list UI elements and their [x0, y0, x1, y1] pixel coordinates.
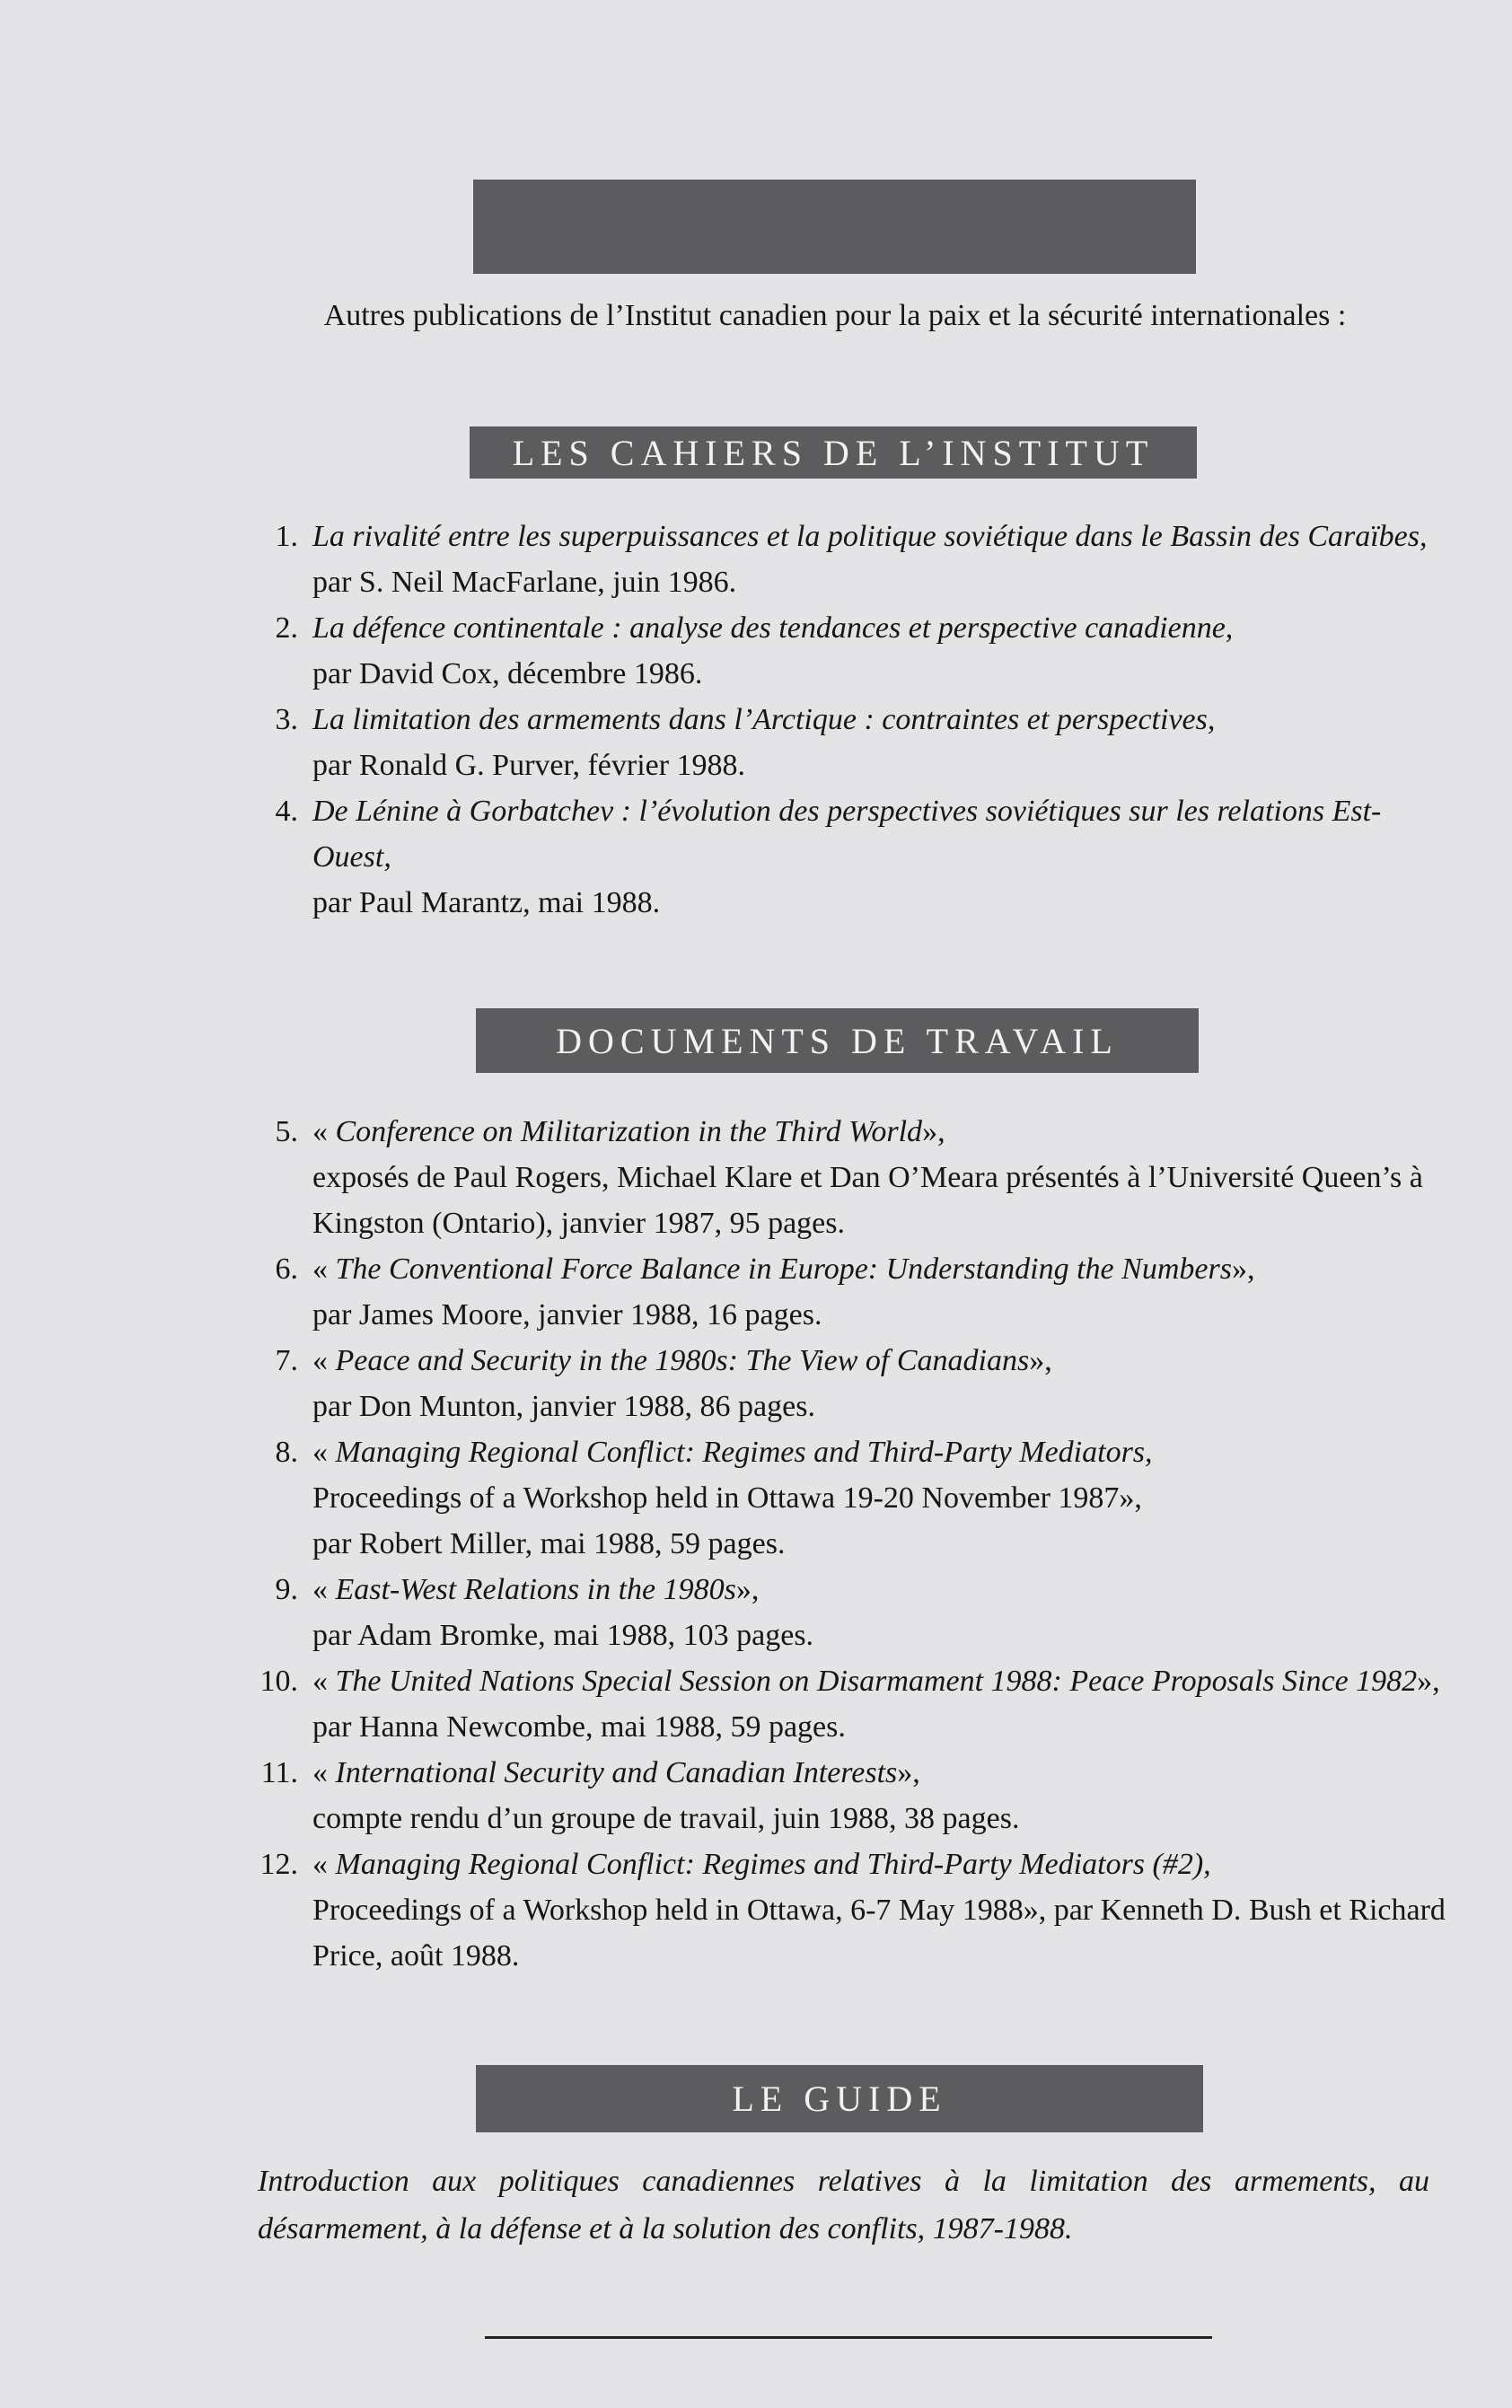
close-quote: », [922, 1115, 945, 1148]
item-number: 2. [275, 611, 298, 645]
item-number: 4. [275, 795, 298, 828]
item-title-line [312, 703, 1215, 736]
open-quote: « [312, 1252, 336, 1286]
item-title: Managing Regional Conflict: Regimes and Third-Party Mediators, [335, 1436, 1153, 1469]
list-item [251, 1750, 1446, 1841]
open-quote: « [312, 1344, 336, 1377]
item-title: La rivalité entre les superpuissances et la politique soviétique dans le Bassin des Caraïbes, [312, 520, 1428, 553]
cahiers-list [251, 514, 1437, 926]
close-quote: », [735, 1573, 760, 1606]
item-title: Peace and Security in the 1980s: The View of Canadians [335, 1344, 1030, 1377]
item-number: 6. [275, 1252, 298, 1286]
item-title: International Security and Canadian Interests [335, 1756, 898, 1789]
section-heading-documents: DOCUMENTS DE TRAVAIL [476, 1008, 1199, 1073]
item-title: De Lénine à Gorbatchev : l’évolution des perspectives soviétiques sur les relations Est-Ouest, [312, 795, 1382, 874]
item-number: 8. [275, 1436, 298, 1469]
item-details: par David Cox, décembre 1986. [312, 657, 703, 690]
item-title: Managing Regional Conflict: Regimes and Third-Party Mediators (#2), [335, 1848, 1211, 1881]
item-title-line [312, 1573, 759, 1606]
open-quote: « [312, 1436, 336, 1469]
item-details: par Hanna Newcombe, mai 1988, 59 pages. [312, 1710, 846, 1744]
guide-text: Introduction aux politiques canadiennes relatives à la limitation des armements, au désarmement, à la défense et à la solution des conflits, 1987-1988. [258, 2165, 1429, 2245]
item-title: La défence continentale : analyse des tendances et perspective canadienne, [312, 611, 1234, 645]
item-number: 7. [275, 1344, 298, 1377]
item-title-line [312, 1756, 920, 1789]
list-item [251, 514, 1437, 605]
item-title: The Conventional Force Balance in Europe: Understanding the Numbers [335, 1252, 1232, 1286]
item-number: 9. [275, 1573, 298, 1606]
item-details: par Don Munton, janvier 1988, 86 pages. [312, 1390, 815, 1423]
item-number: 5. [275, 1115, 298, 1148]
item-number: 1. [275, 520, 298, 553]
list-item [251, 1429, 1446, 1567]
list-item [251, 1246, 1446, 1338]
item-details: par Ronald G. Purver, février 1988. [312, 749, 746, 782]
item-title-line [312, 1848, 1211, 1881]
item-number: 3. [275, 703, 298, 736]
item-details: par Adam Bromke, mai 1988, 103 pages. [312, 1619, 814, 1652]
intro-text: Autres publications de l’Institut canadien pour la paix et la sécurité internationales : [323, 299, 1347, 332]
open-quote: « [312, 1115, 336, 1148]
item-details: Proceedings of a Workshop held in Ottawa, 6-7 May 1988», par Kenneth D. Bush et Richard Price, août 1988. [312, 1894, 1446, 1973]
item-title-line [312, 1115, 945, 1148]
item-title-line [312, 611, 1233, 645]
list-item [251, 1567, 1446, 1658]
list-item [251, 1338, 1446, 1429]
item-title-line [312, 795, 1381, 874]
item-details: par S. Neil MacFarlane, juin 1986. [312, 566, 737, 599]
list-item [251, 1841, 1446, 1979]
item-title-line [312, 1665, 1440, 1698]
open-quote: « [312, 1665, 336, 1698]
item-title: Conference on Militarization in the Third World [335, 1115, 923, 1148]
close-quote: », [1231, 1252, 1255, 1286]
item-title-line [312, 1436, 1153, 1469]
bottom-rule [485, 2336, 1212, 2339]
item-details: exposés de Paul Rogers, Michael Klare et Dan O’Meara présentés à l’Université Queen’s à Kingston (Ontario), janvier 1987, 95 pages. [312, 1161, 1423, 1240]
section-heading-cahiers: LES CAHIERS DE L’INSTITUT [470, 426, 1197, 479]
item-details: compte rendu d’un groupe de travail, juin 1988, 38 pages. [312, 1802, 1020, 1835]
list-item [251, 1109, 1446, 1246]
item-title-line [312, 520, 1428, 553]
top-banner-bar [473, 180, 1196, 274]
item-title-line [312, 1252, 1254, 1286]
item-number: 10. [259, 1665, 298, 1698]
open-quote: « [312, 1848, 336, 1881]
close-quote: », [897, 1756, 920, 1789]
item-title: East-West Relations in the 1980s [335, 1573, 736, 1606]
item-title: La limitation des armements dans l’Arctique : contraintes et perspectives, [312, 703, 1216, 736]
open-quote: « [312, 1756, 336, 1789]
item-number: 12. [259, 1848, 298, 1881]
close-quote: », [1029, 1344, 1052, 1377]
close-quote: », [1417, 1665, 1440, 1698]
item-details: Proceedings of a Workshop held in Ottawa 19-20 November 1987», [312, 1481, 1142, 1515]
item-details: par Paul Marantz, mai 1988. [312, 886, 661, 919]
item-title-line [312, 1344, 1052, 1377]
list-item [251, 788, 1437, 926]
item-details: par Robert Miller, mai 1988, 59 pages. [312, 1527, 786, 1560]
list-item [251, 697, 1437, 788]
list-item [251, 605, 1437, 697]
item-number: 11. [260, 1756, 298, 1789]
list-item [251, 1658, 1446, 1750]
open-quote: « [312, 1573, 336, 1606]
item-title: The United Nations Special Session on Disarmament 1988: Peace Proposals Since 1982 [335, 1665, 1418, 1698]
documents-list [251, 1109, 1446, 1979]
section-heading-guide: LE GUIDE [476, 2065, 1203, 2132]
item-details: par James Moore, janvier 1988, 16 pages. [312, 1298, 822, 1331]
